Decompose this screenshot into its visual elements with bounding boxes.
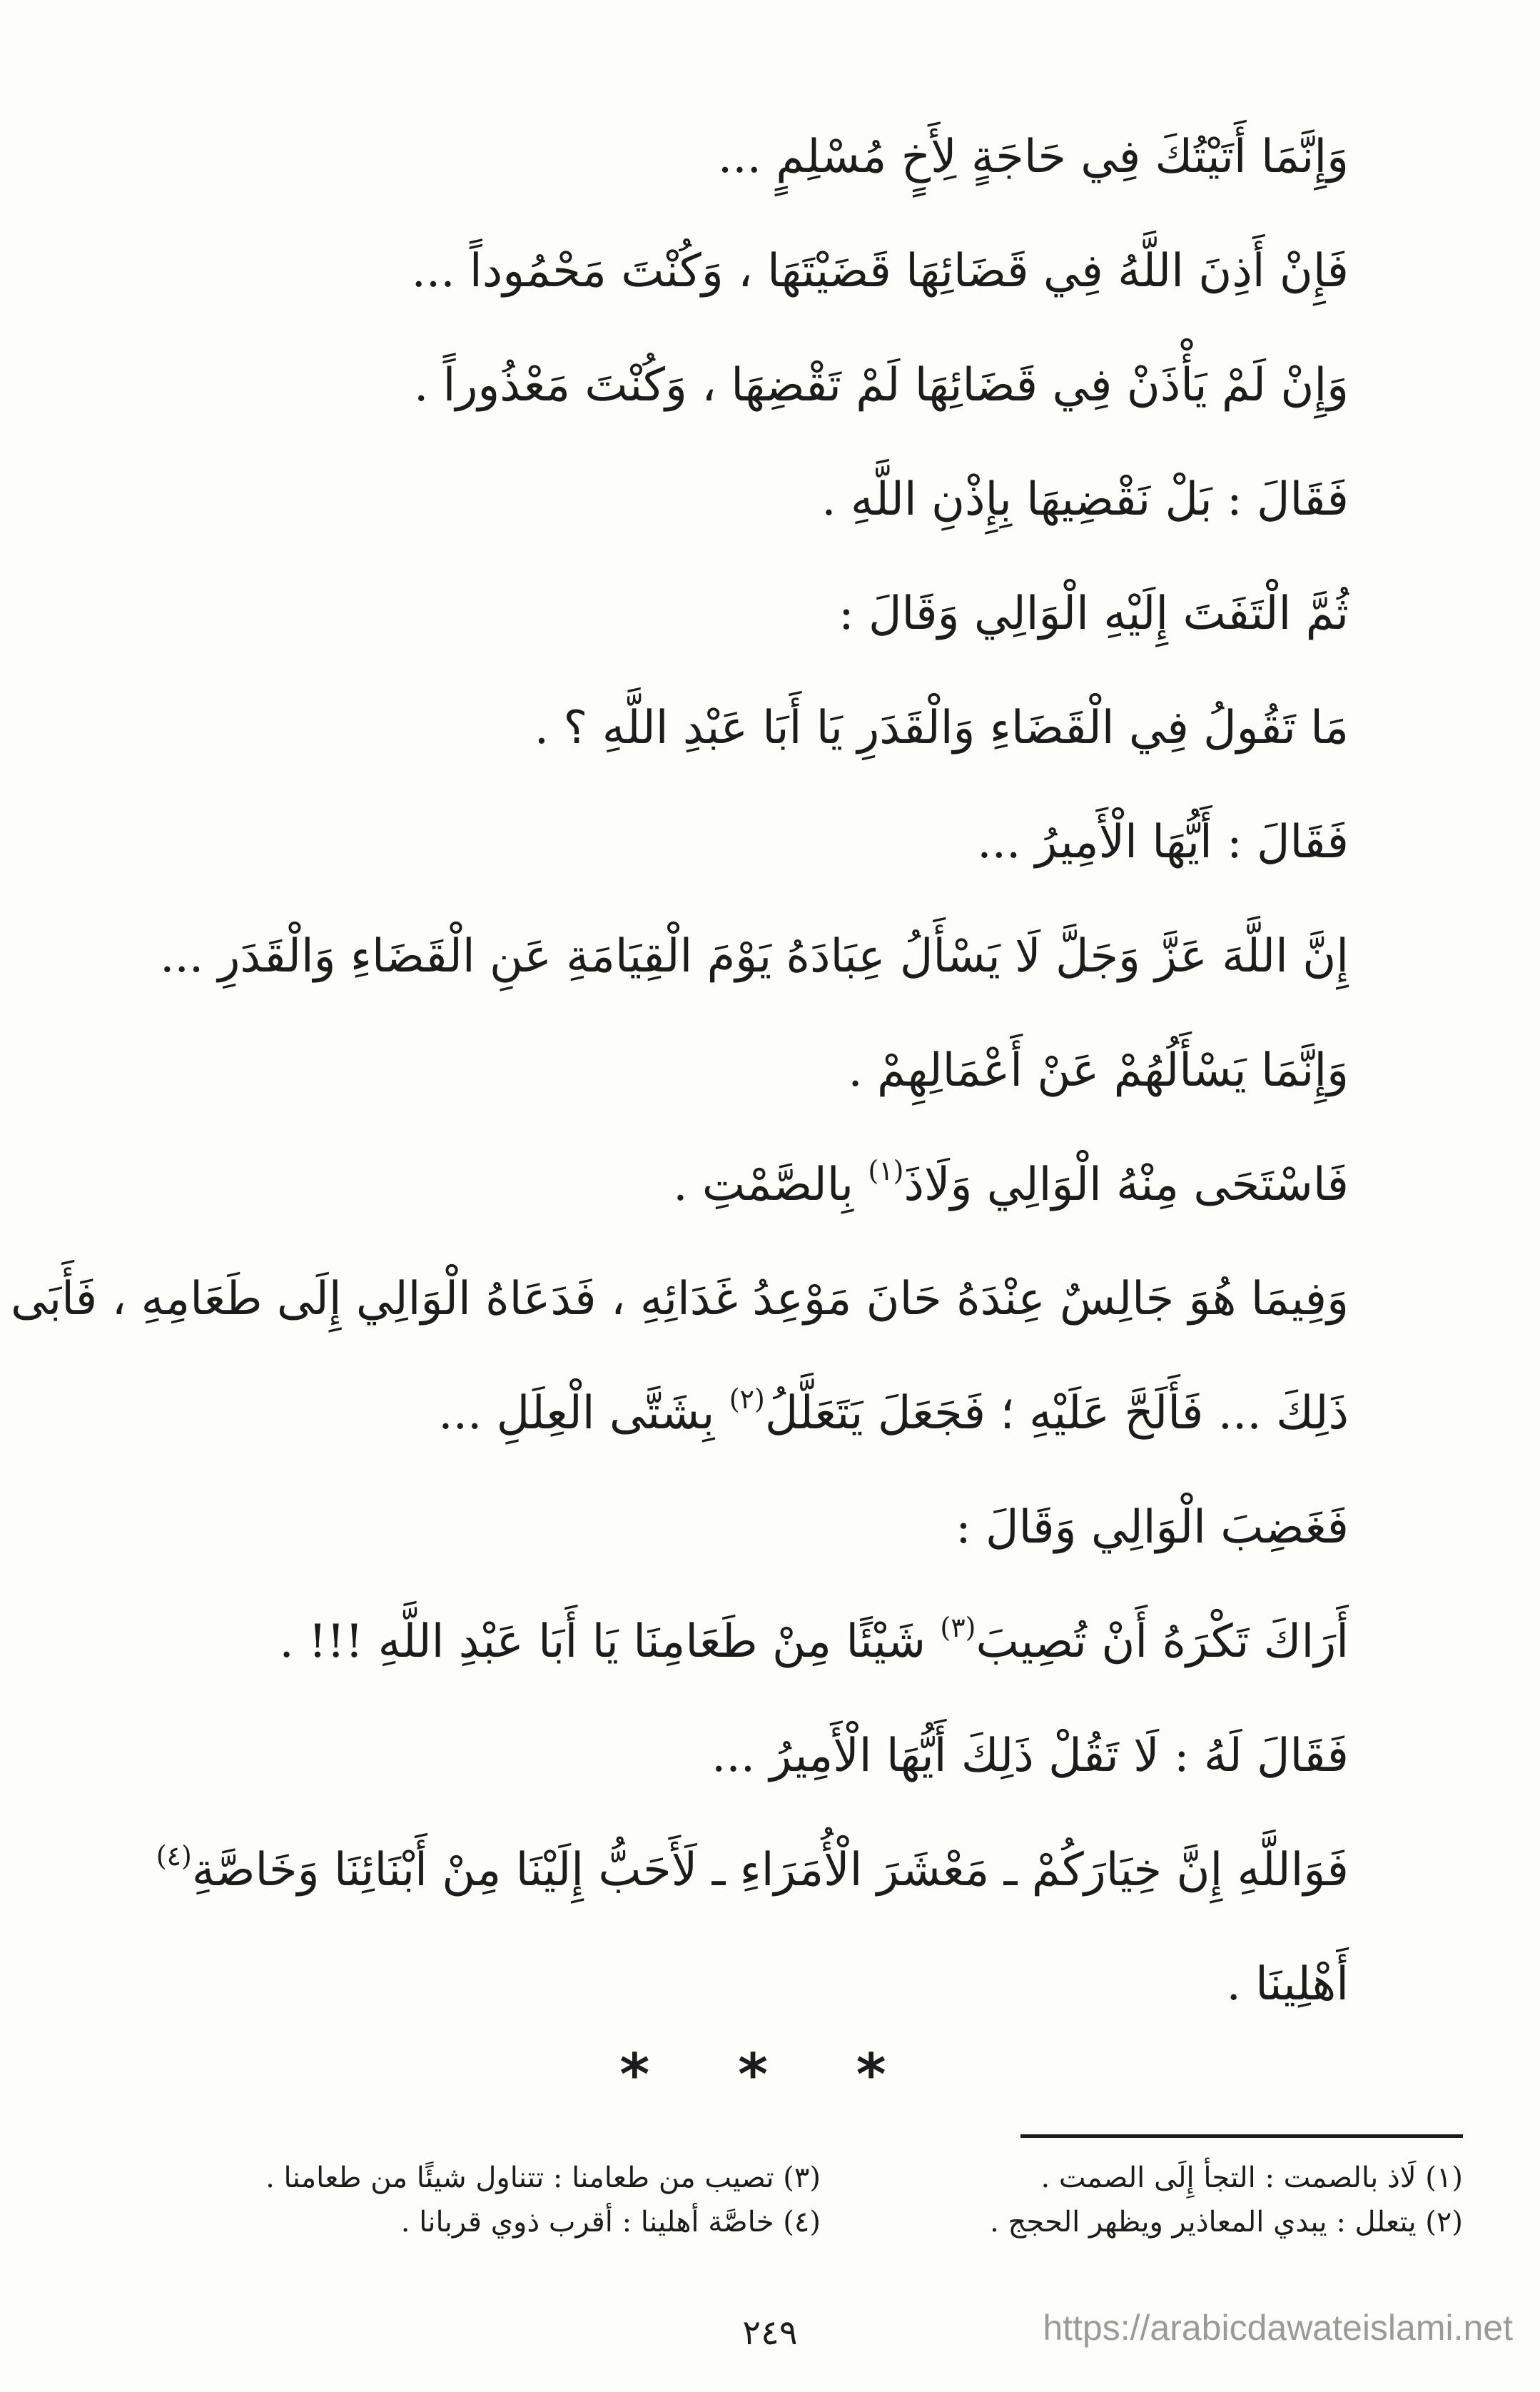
text-segment: ذَلِكَ ... فَأَلَحَّ عَلَيْهِ ؛ فَجَعَلَ يَتَعَلَّلُ <box>764 1387 1349 1440</box>
text-line: وَإِنْ لَمْ يَأْذَنْ فِي قَضَائِهَا لَمْ تَقْضِهَا ، وَكُنْتَ مَعْذُوراً . <box>413 359 1349 412</box>
text-line-footnote-4 <box>125 1813 1349 1927</box>
text-segment: فَوَاللَّهِ إِنَّ خِيَارَكُمْ ـ مَعْشَرَ الْأُمَرَاءِ ـ لَأَحَبُّ إِلَيْنَا مِنْ أَبْنَائِنَا وَخَاصَّةِ <box>191 1844 1349 1897</box>
text-line: وَإِنَّمَا يَسْأَلُهُمْ عَنْ أَعْمَالِهِمْ . <box>848 1044 1349 1097</box>
text-segment: أَرَاكَ تَكْرَهُ أَنْ تُصِيبَ <box>976 1615 1349 1668</box>
section-separator: * * * <box>619 2042 921 2108</box>
footnotes-column-left <box>193 2156 821 2244</box>
text-segment: بِالصَّمْتِ . <box>673 1159 868 1211</box>
text-line: فَغَضِبَ الْوَالِي وَقَالَ : <box>956 1501 1349 1554</box>
text-line: ثُمَّ الْتَفَتَ إِلَيْهِ الْوَالِي وَقَالَ : <box>839 587 1349 640</box>
text-segment: بِشَتَّى الْعِلَلِ ... <box>438 1387 729 1440</box>
text-line: فَقَالَ لَهُ : لَا تَقُلْ ذَلِكَ أَيُّهَا الْأَمِيرُ ... <box>711 1730 1349 1782</box>
text-line-footnote-1 <box>125 1128 1349 1242</box>
text-line: فَإِنْ أَذِنَ اللَّهُ فِي قَضَائِهَا قَضَيْتَهَا ، وَكُنْتَ مَحْمُوداً ... <box>411 245 1349 298</box>
text-segment: فَاسْتَحَى مِنْهُ الْوَالِي وَلَاذَ <box>903 1159 1349 1211</box>
footnote-2: (٢) يتعلل : يبدي المعاذير ويظهر الحجج . <box>990 2206 1463 2239</box>
text-line-footnote-3 <box>125 1585 1349 1699</box>
footnote-3: (٣) تصيب من طعامنا : تتناول شيئًا من طعامنا . <box>265 2161 821 2194</box>
text-line: إِنَّ اللَّهَ عَزَّ وَجَلَّ لَا يَسْأَلُ عِبَادَهُ يَوْمَ الْقِيَامَةِ عَنِ الْقَضَاءِ وَالْقَدَرِ ... <box>160 930 1349 983</box>
text-line: فَقَالَ : بَلْ نَقْضِيهَا بِإِذْنِ اللَّهِ . <box>821 473 1349 526</box>
text-line: وَفِيمَا هُوَ جَالِسٌ عِنْدَهُ حَانَ مَوْعِدُ غَدَائِهِ ، فَدَعَاهُ الْوَالِي إِلَى طَعَامِهِ ، فَأَبَى <box>11 1273 1349 1326</box>
footnote-rule <box>1020 2134 1463 2138</box>
footnote-marker-2[interactable]: (٢) <box>729 1383 765 1415</box>
footnotes-column-right <box>835 2156 1463 2244</box>
footnote-marker-3[interactable]: (٣) <box>940 1612 976 1643</box>
text-line-footnote-2 <box>125 1356 1349 1470</box>
text-line: أَهْلِينَا . <box>1226 1958 1349 2011</box>
text-line: مَا تَقُولُ فِي الْقَضَاءِ وَالْقَدَرِ يَا أَبَا عَبْدِ اللَّهِ ؟ . <box>534 702 1349 755</box>
footnote-4: (٤) خاصَّة أهلينا : أقرب ذوي قربانا . <box>400 2206 821 2239</box>
footnote-marker-4[interactable]: (٤) <box>156 1840 192 1872</box>
text-segment: شَيْئًا مِنْ طَعَامِنَا يَا أَبَا عَبْدِ اللَّهِ !!! . <box>279 1615 941 1668</box>
watermark-url: https://arabicdawateislami.net <box>1043 2308 1513 2348</box>
footnote-1: (١) لَاذ بالصمت : التجأ إِلَى الصمت . <box>1040 2161 1463 2194</box>
page-number: ٢٤٩ <box>742 2313 798 2353</box>
text-line: وَإِنَّمَا أَتَيْتُكَ فِي حَاجَةٍ لِأَخٍ مُسْلِمٍ ... <box>717 131 1349 183</box>
footnote-marker-1[interactable]: (١) <box>868 1155 904 1186</box>
text-line: فَقَالَ : أَيُّهَا الْأَمِيرُ ... <box>977 816 1349 869</box>
main-text <box>11 100 1349 2042</box>
